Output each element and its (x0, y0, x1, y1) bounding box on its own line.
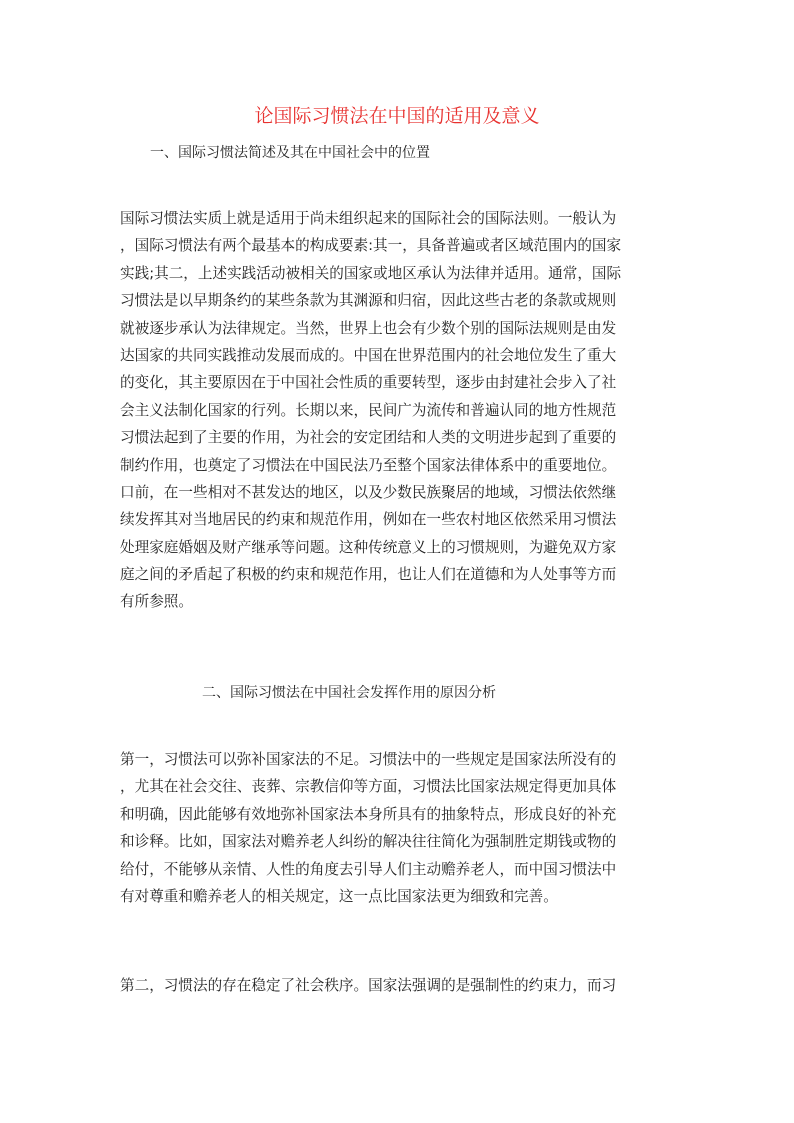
paragraph-line: 的变化，其主要原因在于中国社会性质的重要转型，逐步由封建社会步入了社 (120, 374, 617, 392)
paragraph-line: 第二，习惯法的存在稳定了社会秩序。国家法强调的是强制性的约束力，而习 (120, 977, 617, 994)
paragraph-line: 习惯法是以早期条约的某些条款为其渊源和归宿，因此这些古老的条款或规则 (120, 292, 617, 310)
section-heading-1: 一、国际习惯法简述及其在中国社会中的位置 (150, 145, 430, 161)
paragraph-line: 有所参照。 (120, 593, 193, 611)
paragraph-line: 习惯法起到了主要的作用，为社会的安定团结和人类的文明进步起到了重要的 (120, 429, 617, 447)
paragraph-line: 制约作用，也奠定了习惯法在中国民法乃至整个国家法律体系中的重要地位。 (120, 456, 617, 474)
paragraph-line: 有对尊重和赡养老人的相关规定，这一点比国家法更为细致和完善。 (120, 887, 558, 905)
paragraph-line: 实践;其二，上述实践活动被相关的国家或地区承认为法律并适用。通常，国际 (120, 264, 622, 282)
document-title: 论国际习惯法在中国的适用及意义 (254, 105, 540, 127)
section-heading-2: 二、国际习惯法在中国社会发挥作用的原因分析 (202, 685, 496, 701)
paragraph-line: 庭之间的矛盾起了积极的约束和规范作用，也让人们在道德和为人处事等方而 (120, 566, 617, 584)
paragraph-line: 第一，习惯法可以弥补国家法的不足。习惯法中的一些规定是国家法所没有的 (120, 751, 617, 768)
paragraph-line: 和明确，因此能够有效地弥补国家法本身所具有的抽象特点，形成良好的补充 (120, 805, 617, 823)
paragraph-3 (120, 972, 680, 999)
paragraph-2 (120, 746, 680, 910)
paragraph-line: ，尤其在社会交往、丧葬、宗教信仰等方面，习惯法比国家法规定得更加具体 (120, 778, 617, 796)
paragraph-line: 和诊释。比如，国家法对赡养老人纠纷的解决往往简化为强制胜定期钱或物的 (120, 833, 617, 851)
paragraph-line: 续发挥其对当地居民的约束和规范作用，例如在一些农村地区依然采用习惯法 (120, 511, 617, 529)
paragraph-line: 达国家的共同实践推动发展而成的。中国在世界范围内的社会地位发生了重大 (120, 346, 617, 364)
paragraph-line: ，国际习惯法有两个最基本的构成要素:其一，具备普遍或者区域范围内的国家 (120, 237, 622, 255)
paragraph-line: 国际习惯法实质上就是适用于尚未组织起来的国际社会的国际法则。一般认为 (120, 210, 617, 227)
paragraph-line: 给付，不能够从亲情、人性的角度去引导人们主动赡养老人，而中国习惯法中 (120, 860, 617, 878)
paragraph-line: 会主义法制化国家的行列。长期以来，民间广为流传和普遍认同的地方性规范 (120, 401, 617, 419)
paragraph-line: 口前，在一些相对不甚发达的地区，以及少数民族聚居的地域，习惯法依然继 (120, 483, 617, 501)
paragraph-line: 就被逐步承认为法律规定。当然，世界上也会有少数个别的国际法规则是由发 (120, 319, 617, 337)
paragraph-1 (120, 205, 680, 616)
paragraph-line: 处理家庭婚姻及财产继承等问题。这种传统意义上的习惯规则，为避免双方家 (120, 538, 617, 556)
